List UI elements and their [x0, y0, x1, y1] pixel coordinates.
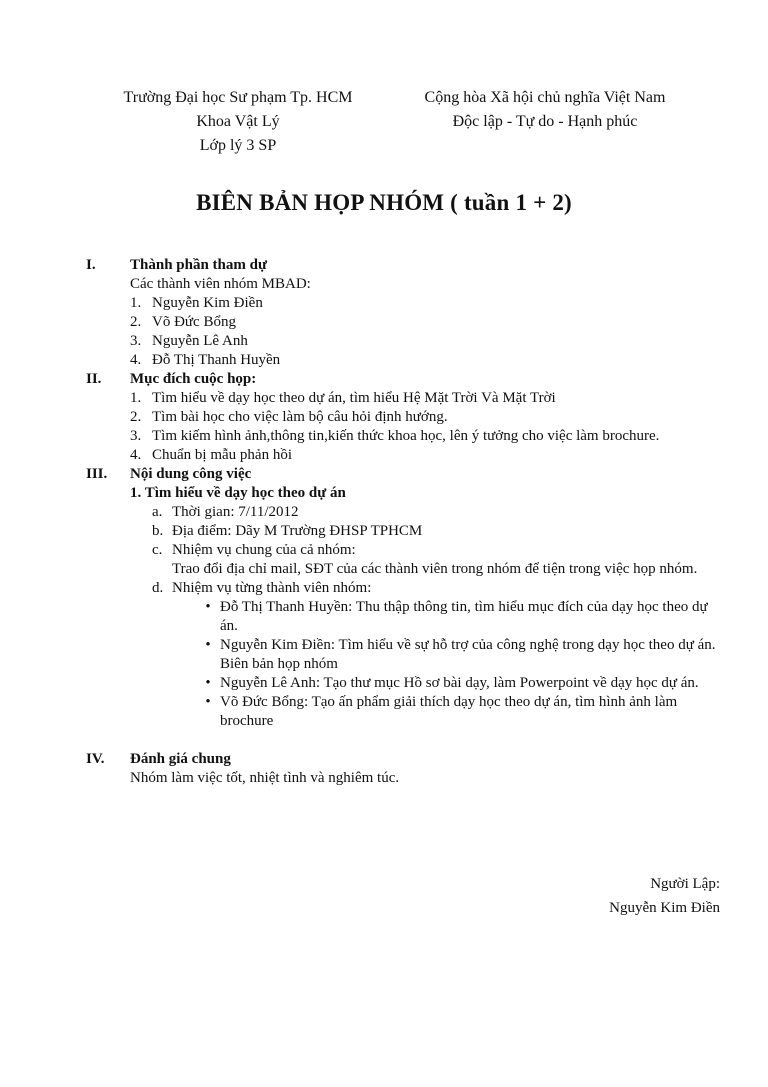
- list-item: 3. Tìm kiếm hình ảnh,thông tin,kiến thức khoa học, lên ý tưởng cho việc làm brochure.: [130, 428, 660, 444]
- evaluation-text: Nhóm làm việc tốt, nhiệt tình và nghiêm túc.: [130, 770, 400, 786]
- section-4: [86, 750, 726, 788]
- list-item: a. Thời gian: 7/11/2012: [152, 504, 299, 520]
- section-2: [86, 370, 726, 465]
- section-intro: Các thành viên nhóm MBAD:: [130, 276, 311, 292]
- section-3: [86, 465, 726, 731]
- signature-block: [609, 872, 720, 920]
- task-item: • Đỗ Thị Thanh Huyền: Thu thập thông tin, tìm hiểu mục đích của dạy học theo dự án.: [205, 599, 708, 634]
- document-body: [86, 256, 726, 788]
- list-item: 4. Đỗ Thị Thanh Huyền: [130, 352, 281, 368]
- list-item: 1. Tìm hiểu về dạy học theo dự án, tìm hiểu Hệ Mặt Trời Và Mặt Trời: [130, 390, 556, 406]
- signature-name: Nguyễn Kim Điền: [609, 900, 720, 916]
- list-item: d. Nhiệm vụ từng thành viên nhóm:: [152, 580, 372, 596]
- signature-label: Người Lập:: [650, 876, 720, 892]
- document-title: BIÊN BẢN HỌP NHÓM ( tuần 1 + 2): [196, 190, 572, 215]
- section-title: Mục đích cuộc họp:: [130, 371, 257, 387]
- national-motto: Độc lập - Tự do - Hạnh phúc: [452, 113, 638, 130]
- task-item: • Nguyễn Lê Anh: Tạo thư mục Hồ sơ bài dạy, làm Powerpoint về dạy học dự án.: [205, 675, 699, 691]
- section-title: Nội dung công việc: [130, 466, 252, 482]
- section-title: Đánh giá chung: [130, 751, 231, 767]
- list-item: 1. Nguyễn Kim Điền: [130, 295, 263, 311]
- section-number: I.: [86, 257, 96, 273]
- header-left: [88, 86, 388, 158]
- task-item: • Nguyễn Kim Điền: Tìm hiểu về sự hỗ trợ của công nghệ trong dạy học theo dự án. Biên bản họp nhóm: [205, 637, 716, 672]
- subsection-title: 1. Tìm hiểu về dạy học theo dự án: [130, 485, 346, 501]
- list-item: 4. Chuẩn bị mẫu phản hồi: [130, 447, 292, 463]
- national-title: Cộng hòa Xã hội chủ nghĩa Việt Nam: [424, 89, 666, 106]
- section-title: Thành phần tham dự: [130, 257, 267, 273]
- faculty-name: Khoa Vật Lý: [196, 113, 280, 130]
- list-item: b. Địa điểm: Dãy M Trường ĐHSP TPHCM: [152, 523, 423, 539]
- list-item: 3. Nguyễn Lê Anh: [130, 333, 248, 349]
- header-right: [390, 86, 700, 134]
- university-name: Trường Đại học Sư phạm Tp. HCM: [123, 89, 353, 106]
- section-1: [86, 256, 726, 370]
- section-number: III.: [86, 466, 108, 482]
- section-number: IV.: [86, 751, 105, 767]
- section-number: II.: [86, 371, 102, 387]
- list-item: 2. Võ Đức Bổng: [130, 314, 236, 330]
- list-item: 2. Tìm bài học cho việc làm bộ câu hỏi định hướng.: [130, 409, 448, 425]
- task-item: • Võ Đức Bổng: Tạo ấn phẩm giải thích dạy học theo dự án, tìm hình ảnh làm brochure: [205, 694, 678, 729]
- common-task-detail: Trao đổi địa chỉ mail, SĐT của các thành viên trong nhóm để tiện trong việc họp nhóm.: [172, 561, 698, 577]
- list-item: c. Nhiệm vụ chung của cả nhóm: Trao đổi địa chỉ mail, SĐT của các thành viên trong nhóm để tiện trong việc họp nhóm.: [152, 542, 698, 577]
- class-name: Lớp lý 3 SP: [199, 137, 277, 154]
